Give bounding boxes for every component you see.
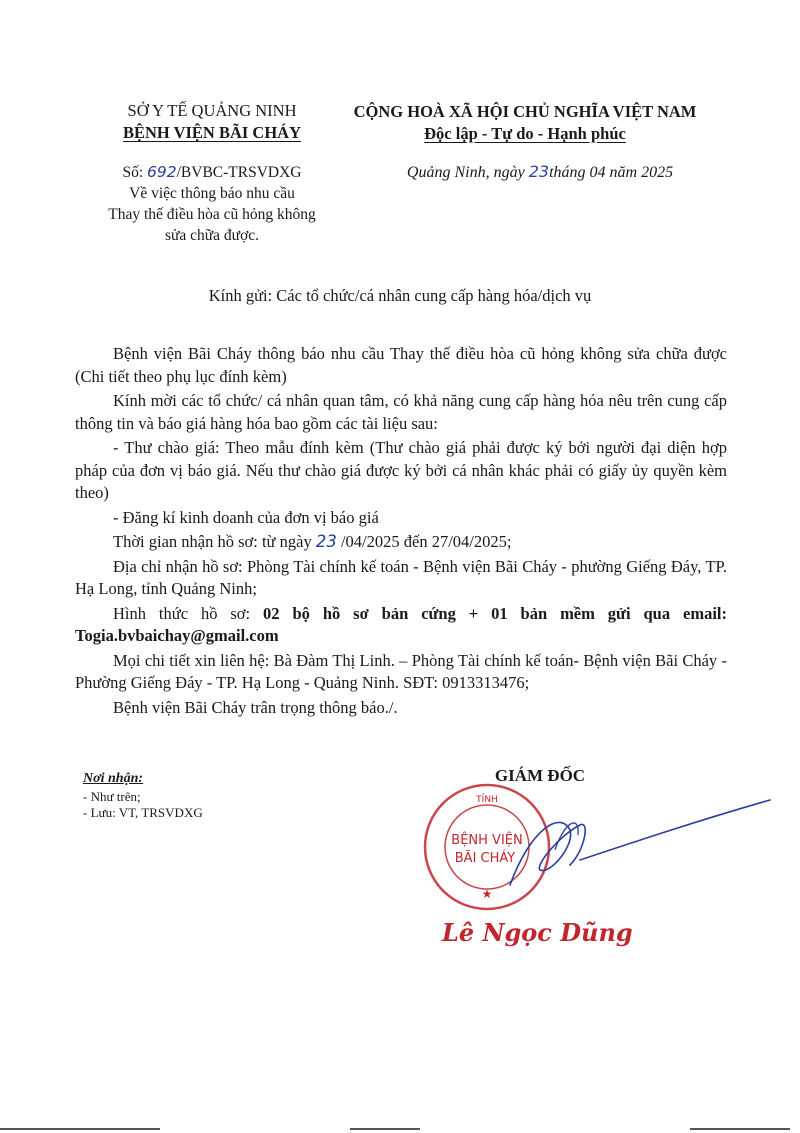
body-paragraph-6: Địa chỉ nhận hồ sơ: Phòng Tài chính kế toán - Bệnh viện Bãi Cháy - phường Giếng Đáy, TP. Hạ Long, tỉnh Quảng Ninh;: [75, 556, 727, 598]
subject-line-2: Thay thế điều hòa cũ hỏng không: [108, 206, 316, 223]
body-paragraph-5: [75, 531, 727, 554]
body-paragraph-3: - Thư chào giá: Theo mẫu đính kèm (Thư chào giá phải được ký bởi người đại diện hợp pháp của đơn vị báo giá. Nếu thư chào giá được ký bởi cá nhân khác phải có giấy ủy quyền kèm theo): [75, 438, 727, 502]
deadline-suffix: /04/2025 đến 27/04/2025;: [336, 532, 512, 551]
receivers-title: Nơi nhận:: [83, 771, 144, 786]
body-paragraph-8: Mọi chi tiết xin liên hệ: Bà Đàm Thị Linh. – Phòng Tài chính kế toán- Bệnh viện Bãi Cháy - Phường Giếng Đáy - TP. Hạ Long - Quảng Ninh. SĐT: 0913313476;: [75, 650, 727, 692]
date-line: [360, 162, 720, 182]
signer-name: Lê Ngọc Dũng: [442, 918, 633, 947]
letter-body: [75, 343, 727, 719]
scan-edge-line: [690, 1128, 790, 1130]
issuer-block: [62, 100, 362, 144]
issuer-org-name: BỆNH VIỆN BÃI CHÁY: [122, 123, 302, 142]
body-paragraph-1: Bệnh viện Bãi Cháy thông báo nhu cầu Thay thế điều hòa cũ hỏng không sửa chữa được (Chi tiết theo phụ lục đính kèm): [75, 344, 727, 386]
subject-line-1: Về việc thông báo nhu cầu: [129, 185, 295, 202]
receivers-block: [83, 771, 303, 821]
body-paragraph-9: Bệnh viện Bãi Cháy trân trọng thông báo./.: [113, 697, 398, 717]
national-heading: [330, 101, 720, 145]
seal-ring-text: TỈNH: [476, 795, 498, 805]
date-day-handwritten: 23: [528, 162, 550, 181]
deadline-prefix: Thời gian nhận hồ sơ: từ ngày: [113, 532, 316, 551]
issuer-parent-org: SỞ Y TẾ QUẢNG NINH: [127, 101, 297, 120]
subject-line-3: sửa chữa được.: [164, 227, 260, 244]
reference-number-line: [62, 162, 362, 183]
date-suffix: tháng 04 năm 2025: [549, 164, 674, 181]
star-icon: ★: [481, 887, 493, 901]
reference-block: [62, 162, 362, 246]
reference-prefix: Số:: [122, 164, 148, 181]
recipient-line: Kính gửi: Các tổ chức/cá nhân cung cấp hàng hóa/dịch vụ: [208, 286, 592, 305]
reference-number-handwritten: 692: [147, 163, 177, 181]
receiver-item-1: - Như trên;: [83, 789, 141, 804]
format-detail: 02 bộ hồ sơ bản cứng + 01 bản mềm gửi qua email: Togia.bvbaichay@gmail.com: [75, 603, 727, 645]
body-paragraph-7: [75, 603, 727, 648]
country-name: CỘNG HOÀ XÃ HỘI CHỦ NGHĨA VIỆT NAM: [353, 102, 697, 121]
receiver-item-2: - Lưu: VT, TRSVDXG: [83, 805, 203, 820]
seal-line-1: BỆNH VIỆN: [451, 833, 523, 848]
body-paragraph-2: Kính mời các tổ chức/ cá nhân quan tâm, có khả năng cung cấp hàng hóa nêu trên cung cấp thông tin và báo giá hàng hóa bao gồm các tài liệu sau:: [75, 391, 727, 433]
scan-edge-line: [0, 1128, 160, 1130]
handwritten-signature: [440, 790, 780, 910]
date-prefix: Quảng Ninh, ngày: [406, 164, 529, 181]
deadline-day-handwritten: 23: [315, 532, 337, 551]
seal-line-2: BÃI CHÁY: [454, 851, 516, 866]
format-prefix: Hình thức hồ sơ:: [113, 603, 264, 623]
reference-code: /BVBC-TRSVDXG: [176, 164, 302, 181]
director-title: GIÁM ĐỐC: [494, 766, 586, 785]
scan-edge-line: [350, 1128, 420, 1130]
national-motto: Độc lập - Tự do - Hạnh phúc: [424, 124, 626, 143]
body-paragraph-4: - Đăng kí kinh doanh của đơn vị báo giá: [113, 507, 379, 527]
